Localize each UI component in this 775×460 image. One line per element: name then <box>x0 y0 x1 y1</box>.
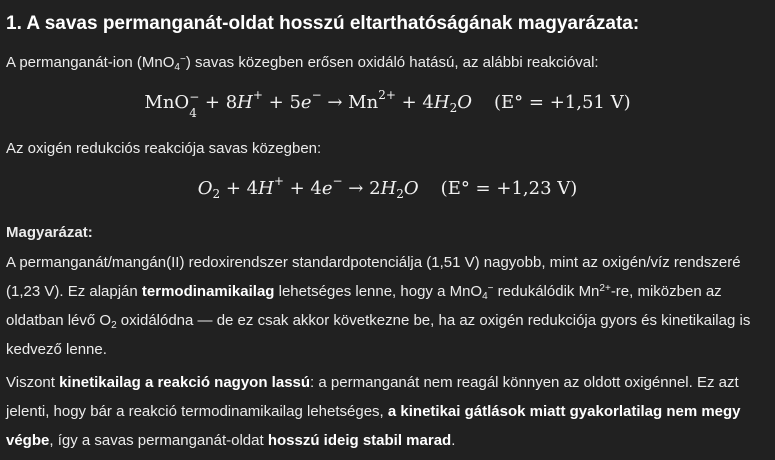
expl-text-5: oxidálódna — de ez csak akkor következne be, ha az oxigén redukciója gyors és kinetikailag is kedvező lenne. <box>6 312 751 358</box>
explanation-heading: Magyarázat: <box>6 224 93 241</box>
eq1-mn-charge: 2+ <box>378 88 396 102</box>
expl-text-3: redukálódik Mn <box>493 283 600 300</box>
eq1-h: H <box>237 92 253 113</box>
expl-mno-charge: − <box>487 283 494 294</box>
expl-text-2: lehetséges lenne, hogy a MnO <box>274 283 483 300</box>
concl-bold-2: a kinetikai gátlások miatt gyakorlatilag nem megy végbe <box>6 403 741 449</box>
concl-text-2: : a permanganát nem reagál könnyen az oldott oxigénnel. Ez azt jelenti, hogy bár a reakció termodinamikailag lehetséges, <box>6 374 739 420</box>
eq2-plus1: + 4 <box>220 178 259 199</box>
permanganate-equation <box>0 88 775 120</box>
eq2-h: H <box>258 178 274 199</box>
eq1-plus2: + 5 <box>262 92 301 113</box>
eq1-o: O <box>457 92 472 113</box>
expl-bold-1: termodinamikailag <box>141 283 275 300</box>
concl-text-1: Viszont <box>6 374 60 391</box>
expl-text-4: -re, miközben az oldatban lévő O <box>6 283 722 329</box>
explanation-paragraph <box>6 248 771 364</box>
eq1-plus3: + 4 <box>395 92 434 113</box>
concl-text-4: . <box>451 432 456 449</box>
intro-subscript: 4 <box>174 62 180 73</box>
oxygen-paragraph: Az oxigén redukciós reakciója savas közegben: <box>6 140 322 157</box>
concl-text-3: , így a savas permanganát-oldat <box>49 432 268 449</box>
eq1-mno: MnO <box>144 92 190 113</box>
eq1-mno-charge: − <box>189 90 200 104</box>
eq2-o-index: 2 <box>212 187 221 201</box>
expl-o2-index: 2 <box>111 320 117 331</box>
eq1-h2-index: 2 <box>449 101 458 115</box>
eq1-h-charge: + <box>252 88 263 102</box>
expl-mno-index: 4 <box>482 291 488 302</box>
eq2-potential: (E° = +1,23 V) <box>440 178 578 199</box>
intro-text-before: A permanganát-ion (MnO <box>6 54 175 71</box>
eq2-e-charge: − <box>332 174 343 188</box>
eq1-plus1: + 8 <box>199 92 238 113</box>
eq1-h2: H <box>433 92 450 113</box>
intro-superscript: − <box>179 54 186 65</box>
concl-bold-1: kinetikailag a reakció nagyon lassú <box>59 374 311 391</box>
oxygen-equation <box>0 176 775 202</box>
eq2-arrow: → 2 <box>342 178 381 199</box>
eq2-h2: H <box>380 178 397 199</box>
expl-mn-charge: 2+ <box>599 283 611 294</box>
intro-paragraph <box>6 52 599 74</box>
section-heading: 1. A savas permanganát-oldat hosszú eltarthatóságának magyarázata: <box>6 13 640 34</box>
intro-text-after: ) savas közegben erősen oxidáló hatású, az alábbi reakcióval: <box>185 54 599 71</box>
eq1-potential: (E° = +1,51 V) <box>494 92 631 113</box>
eq2-o: O <box>197 178 213 199</box>
eq1-e: e <box>300 92 312 113</box>
eq2-h-charge: + <box>273 174 284 188</box>
eq1-e-charge: − <box>311 88 322 102</box>
conclusion-paragraph <box>6 368 771 455</box>
expl-text-1: A permanganát/mangán(II) redoxirendszer standardpotenciálja (1,51 V) nagyobb, mint az oxigén/víz rendszeré (1,23 V). Ez alapján <box>6 254 741 300</box>
eq1-mno-supsub <box>189 90 200 120</box>
eq2-o2: O <box>403 178 419 199</box>
eq2-plus2: + 4 <box>283 178 322 199</box>
eq2-h2-index: 2 <box>396 187 404 201</box>
concl-bold-3: hosszú ideig stabil marad <box>267 432 452 449</box>
eq2-e: e <box>321 178 333 199</box>
eq1-arrow-mn: → Mn <box>321 92 379 113</box>
eq1-mno-index: 4 <box>189 106 197 120</box>
